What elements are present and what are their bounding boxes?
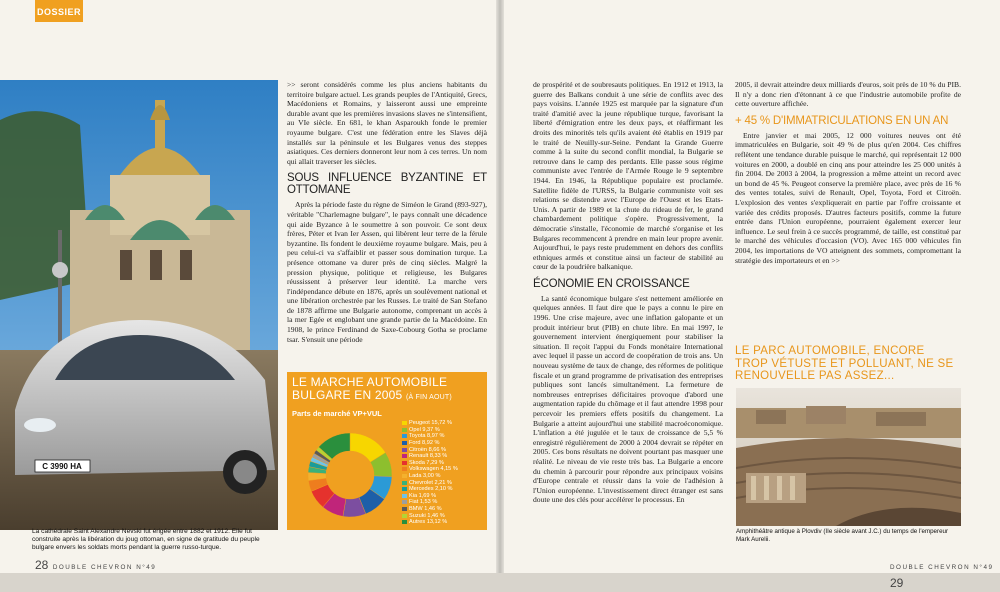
legend-label: Skoda 7,29 % — [409, 459, 444, 466]
legend-swatch — [402, 441, 407, 445]
donut-hole — [326, 451, 374, 499]
legend-swatch — [402, 474, 407, 478]
legend-label: Volkswagen 4,15 % — [409, 466, 458, 473]
legend-swatch — [402, 487, 407, 491]
legend-swatch — [402, 448, 407, 452]
page-number-right: 29 — [890, 576, 904, 590]
legend-label: Renault 8,33 % — [409, 453, 448, 460]
page-number-left: 28 — [35, 558, 49, 572]
legend-label: Toyota 8,97 % — [409, 433, 445, 440]
left-folio — [35, 556, 156, 573]
legend-item-kia — [402, 493, 486, 500]
legend-label: BMW 1,46 % — [409, 506, 442, 513]
chart-title-note: (À FIN AOUT) — [405, 394, 452, 401]
legend-label: Suzuki 1,46 % — [409, 512, 445, 519]
chart-legend — [402, 420, 486, 526]
left-text-column — [287, 80, 487, 347]
cathedral-photo — [0, 80, 278, 530]
right-text-column — [735, 80, 961, 268]
right-paragraph-2: Entre janvier et mai 2005, 12 000 voitures neuves ont été immatriculées en Bulgarie, soit 49 % de plus qu'en 2004. Ces chiffres reflètent une tendance durable puisque le marché, qui représentait 12 000 voitures en 2000, a doublé en cinq ans pour atteindre les 25 000 unités à fin 2004. De 2003 à 2004, la progression a même atteint un record avec un bond de 45 %. Peugeot conserve la première place, avec près de 16 % des ventes totales, suivi de Renault, Opel, Toyota, Ford et Citroën. L'explosion des ventes s'expliquerait en partie par l'offre croissante et variée des crédits proposés. D'autres facteurs positifs, comme la future entrée dans l'Union européenne, pourraient également exercer leur influence. Le seul frein à ce succès programmé, de taille, est constitué par le marché des véhicules d'occasion (VO). Avec 165 000 véhicules fin 2004, les importations de VO atteignent des sommets, compromettant la stratégie des importateurs et en >> — [735, 130, 961, 265]
legend-swatch — [402, 434, 407, 438]
legend-swatch — [402, 514, 407, 518]
legend-item-lada — [402, 473, 486, 480]
legend-swatch — [402, 481, 407, 485]
legend-swatch — [402, 428, 407, 432]
legend-item-skoda — [402, 460, 486, 467]
legend-item-opel — [402, 427, 486, 434]
photo-caption: La cathédrale Saint Alexandre Nevski fut érigée entre 1882 et 1912. Elle fut construite après la libération du joug ottoman, en signe de gratitude du peuple bulgare envers les soldats morts pendant la guerre russo-turque. — [32, 528, 260, 551]
license-plate: C 3990 HA — [42, 462, 82, 471]
chart-subtitle: Parts de marché VP+VUL — [292, 409, 382, 418]
amphitheatre-photo — [736, 388, 961, 526]
legend-item-citron — [402, 446, 486, 453]
folio-text-left: DOUBLE CHEVRON N°49 — [52, 564, 157, 571]
intro-paragraph: >> seront considérés comme les plus anciens habitants du territoire bulgare actuel. Les grands peuples de l'Antiquité, Grecs, Macédoniens et Romains, y laisseront aussi une empreinte durable avant que les premières invasions slaves ne s'intensifient, au VIe siècle. En 681, le khan Asparoukh fonde le premier royaume bulgare. C'est une fédération entre les Slaves déjà installés sur la péninsule et les Bulgares venus des steppes asiatiques. Ces derniers donneront leur nom à ces terres. Un nom qui allait traverser les siècles. — [287, 80, 487, 166]
left-page — [0, 0, 500, 573]
chart-title: LE MARCHE AUTOMOBILE BULGARE EN 2005 (À FIN AOUT) — [292, 375, 452, 402]
folio-text-right: DOUBLE CHEVRON N°49 — [890, 564, 994, 571]
legend-swatch — [402, 421, 407, 425]
spine-gutter — [496, 0, 504, 573]
legend-label: Citroën 8,66 % — [409, 446, 447, 453]
legend-label: Fiat 1,53 % — [409, 499, 438, 506]
right-folio — [890, 556, 1000, 592]
market-share-donut — [300, 425, 400, 525]
legend-item-peugeot — [402, 420, 486, 427]
legend-item-ford — [402, 440, 486, 447]
section-heading-registrations: + 45 % D'IMMATRICULATIONS EN UN AN — [735, 114, 949, 127]
legend-label: Lada 3,00 % — [409, 473, 441, 480]
legend-swatch — [402, 454, 407, 458]
legend-item-toyota — [402, 433, 486, 440]
section-heading-economy: ÉCONOMIE EN CROISSANCE — [533, 277, 690, 290]
legend-swatch — [402, 507, 407, 511]
legend-item-bmw — [402, 506, 486, 513]
legend-item-renault — [402, 453, 486, 460]
legend-label: Ford 8,92 % — [409, 440, 440, 447]
legend-label: Chevrolet 2,21 % — [409, 479, 452, 486]
legend-item-chevrolet — [402, 479, 486, 486]
legend-swatch — [402, 467, 407, 471]
legend-swatch — [402, 520, 407, 524]
body-paragraph: Après la période faste du règne de Siméon le Grand (893-927), véritable "Charlemagne bulgare", le pays connaît une décadence qui aide Byzance à le soumettre à son pouvoir. Ce sont deux frères, Péter et Ivan Ier Assen, qui libèrent leur terre de la férule byzantine. Ils fondent le deuxième royaume bulgare. Mais, peu à peu celui-ci va s'affaiblir et passer sous domination turque. La présence ottomane va durer près de cinq siècles. Malgré la pression physique, politique et religieuse, les Bulgares réussissent à préserver leur identité. La marche vers l'indépendance débute en 1876, après un soulèvement national et une libération orchestrée par les Russes. Le traité de San Stefano de 1878 affirme une Bulgarie autonome, comprenant un accès à la mer Egée et englobant une grande partie de la Macédoine. En 1908, le prince Ferdinand de Saxe-Cobourg Gotha se proclame tsar. S'ensuit une période — [287, 200, 487, 344]
legend-label: Autres 13,12 % — [409, 519, 448, 526]
middle-paragraph-1: de prospérité et de soubresauts politiques. En 1912 et 1913, la guerre des Balkans conduit à une série de conflits avec des pays voisins. L'année 1925 est marquée par la signature d'un traité d'amitié avec la jeune république turque, favorisant la liberté d'émigration entre les deux pays, et réaffirmant les droits des minorités tels qu'ils avaient été établis en 1919 par le traité de Neuilly-sur-Seine. Pendant la Grande Guerre comme à la suite du second conflit mondial, la Bulgarie se retrouve dans le camp des perdants. Elle passe sous régime communiste avec l'entrée de l'Armée Rouge le 9 septembre 1944. En 1946, la République populaire est proclamée. Satellite fidèle de l'URSS, la Bulgarie communiste voit ses relations se distendre avec l'Europe de l'Ouest et les Etats-Unis. A partir de 1989 et la chute du rideau de fer, le grand chambardement politique s'opère. Progressivement, la démocratie s'installe, l'économie de marché s'organise et les Bulgares recommencent à prendre en main leur propre avenir. Aujourd'hui, le pays reste prudemment en dehors des conflits ethniques armés et constitue ainsi un facteur de stabilité au cœur de la poudrière balkanique. — [533, 80, 723, 272]
legend-label: Opel 9,37 % — [409, 426, 440, 433]
middle-paragraph-2: La santé économique bulgare s'est nettement améliorée en quelques années. Il faut dire que le pays a connu le pire en 1996. Une crise majeure, avec une inflation galopante et un produit intérieur brut (PIB) en chute libre. En mai 1997, le gouvernement intervient énergiquement pour stabiliser la situation. Il reçoit l'appui du Fonds monétaire International avec lequel il passe un accord de coopération de trois ans. Un nouveau système de taux de change, des réformes de politique fiscale et un grand programme de privatisation des entreprises publiques sont lancés simultanément. La fermeture de nombreuses entreprises déficitaires provoque d'abord une augmentation rapide du chômage et il faut attendre 1998 pour percevoir les premiers effets positifs du changement. La Bulgarie a atteint aujourd'hui une stabilité macroéconomique. L'inflation a été jugulée et le taux de croissance de 5,5 % enregistré régulièrement de 2000 à 2004 devrait se répéter en 2005. Ces bons résultats ne doivent pourtant pas masquer une réalité. Le niveau de vie reste très bas. La Bulgarie a encore du chemin à parcourir pour répondre aux principaux voisins d'Europe centrale et réussir dans la voie de l'adhésion à l'Union européenne. L'investissement direct étranger est sans doute une des clés pour accélérer le processus. En — [533, 293, 723, 505]
right-paragraph-1: 2005, il devrait atteindre deux milliards d'euros, soit près de 10 % du PIB. Il n'y a donc rien d'étonnant à ce que l'industrie automobile profite de cette ouverture affichée. — [735, 80, 961, 109]
legend-item-volkswagen — [402, 466, 486, 473]
legend-label: Mercedes 2,10 % — [409, 486, 453, 493]
pull-quote: LE PARC AUTOMOBILE, ENCORE TROP VÉTUSTE ET POLLUANT, NE SE RENOUVELLE PAS ASSEZ... — [735, 345, 954, 382]
legend-label: Kia 1,69 % — [409, 492, 437, 499]
legend-label: Peugeot 15,72 % — [409, 420, 452, 427]
legend-swatch — [402, 461, 407, 465]
legend-item-fiat — [402, 499, 486, 506]
legend-item-mercedes — [402, 486, 486, 493]
legend-swatch — [402, 500, 407, 504]
legend-swatch — [402, 494, 407, 498]
section-heading-byzantine: SOUS INFLUENCE BYZANTINE ET OTTOMANE — [287, 172, 487, 197]
legend-item-suzuki — [402, 512, 486, 519]
section-tag: DOSSIER — [35, 0, 83, 22]
legend-item-autres — [402, 519, 486, 526]
middle-text-column — [533, 80, 723, 508]
amphitheatre-caption: Amphithéâtre antique à Plovdiv (IIe siècle avant J.C.) du temps de l'empereur Mark Aurelii. — [736, 528, 949, 543]
